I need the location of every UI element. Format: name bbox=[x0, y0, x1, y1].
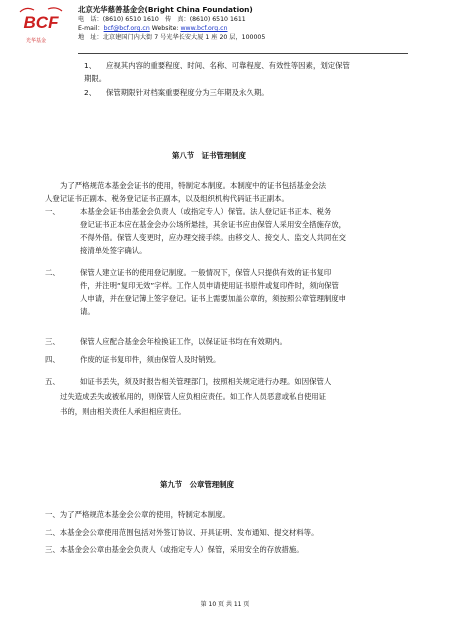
list-item-text: 不得外借。保管人变更时，应办理交接手续。由移交人、接交人、监交人共同在交 bbox=[80, 233, 347, 242]
list-item-text: 本基金会证书由基金会负责人（或指定专人）保管。法人登记证书正本、税务 bbox=[80, 207, 332, 216]
list-item-text: 件，并注明“复印无效”字样。工作人员申请使用证书原件或复印件时，须向保管 bbox=[80, 281, 339, 290]
page-number: 第 10 页 共 11 页 bbox=[200, 601, 250, 608]
list-item-num: 2、 bbox=[84, 88, 97, 97]
list-item-num: 二、 bbox=[45, 268, 60, 277]
logo-subtext: 光华基金 bbox=[26, 38, 47, 44]
list-item-text: 如证书丢失，须及时报告相关管理部门，按照相关规定进行办理。如因保管人 bbox=[80, 377, 332, 386]
list-item-text: 登记证书正本应在基金会办公场所悬挂，其余证书应由保管人采用安全措施存放， bbox=[80, 220, 347, 229]
contact-address: 地 址：北京建国门内大街 7 号光华长安大厦 1 座 20 层，100005 bbox=[78, 34, 266, 41]
list-item-text: 接清单处签字确认。 bbox=[80, 246, 147, 255]
website-link[interactable]: www.bcf.org.cn bbox=[180, 25, 228, 32]
list-item-num: 四、 bbox=[45, 355, 60, 364]
paragraph-line: 人登记证书正副本、税务登记证书正副本，以及组织机构代码证书正副本。 bbox=[45, 194, 289, 203]
logo-mark-icon bbox=[18, 6, 64, 34]
list-item-text: 一、为了严格规范本基金会公章的使用，特制定本制度。 bbox=[45, 510, 230, 519]
list-item-text: 过失造成丢失或被私用的，则保管人应负相应责任。如工作人员恶意或私自使用证 bbox=[60, 392, 327, 401]
letterhead bbox=[78, 4, 438, 42]
section-title: 第八节 证书管理制度 bbox=[172, 151, 246, 160]
header-divider bbox=[78, 53, 408, 54]
email-link[interactable]: bcf@bcf.org.cn bbox=[103, 25, 150, 32]
list-item-text: 人申请，并在登记簿上签字登记。证书上需要加盖公章的，须按照公章管理制度申 bbox=[80, 294, 347, 303]
list-item-text: 保管期限针对档案重要程度分为三年期及永久期。 bbox=[106, 88, 269, 97]
section-title: 第九节 公章管理制度 bbox=[160, 480, 234, 489]
list-item-text: 作废的证书复印件，须由保管人及时销毁。 bbox=[80, 355, 221, 364]
contact-email-web bbox=[78, 24, 438, 33]
list-item-text: 书的，则由相关责任人承担相应责任。 bbox=[60, 407, 186, 416]
email-label: E-mail： bbox=[78, 25, 104, 32]
list-item-text: 保管人建立证书的使用登记制度。一般情况下，保管人只提供有效的证书复印 bbox=[80, 268, 332, 277]
list-item-text: 保管人应配合基金会年检换证工作，以保证证书均在有效期内。 bbox=[80, 337, 287, 346]
list-item-text: 期限。 bbox=[84, 74, 107, 83]
list-item-text: 二、本基金会公章使用范围包括对外签订协议、开具证明、发布通知、提交材料等。 bbox=[45, 528, 319, 537]
list-item-text: 请。 bbox=[80, 307, 95, 316]
list-item-num: 五、 bbox=[45, 377, 60, 386]
list-item-num: 三、 bbox=[45, 337, 60, 346]
list-item-text: 三、本基金会公章由基金会负责人（或指定专人）保管，采用安全的存放措施。 bbox=[45, 545, 304, 554]
org-name: 北京光华慈善基金会(Bright China Foundation) bbox=[78, 5, 253, 14]
list-item-num: 一、 bbox=[45, 207, 60, 216]
list-item-text: 应视其内容的重要程度、时间、名称、可靠程度、有效性等因素，划定保管 bbox=[106, 61, 350, 70]
website-label: Website: bbox=[149, 25, 181, 32]
logo-text: BCF bbox=[23, 13, 59, 32]
list-item-num: 1、 bbox=[84, 61, 97, 70]
contact-tel-fax: 电 话：(8610) 6510 1610 传 真：(8610) 6510 1611 bbox=[78, 16, 246, 23]
foundation-logo bbox=[18, 6, 64, 54]
paragraph-line: 为了严格规范本基金会证书的使用，特制定本制度。本制度中的证书包括基金会法 bbox=[60, 181, 327, 190]
